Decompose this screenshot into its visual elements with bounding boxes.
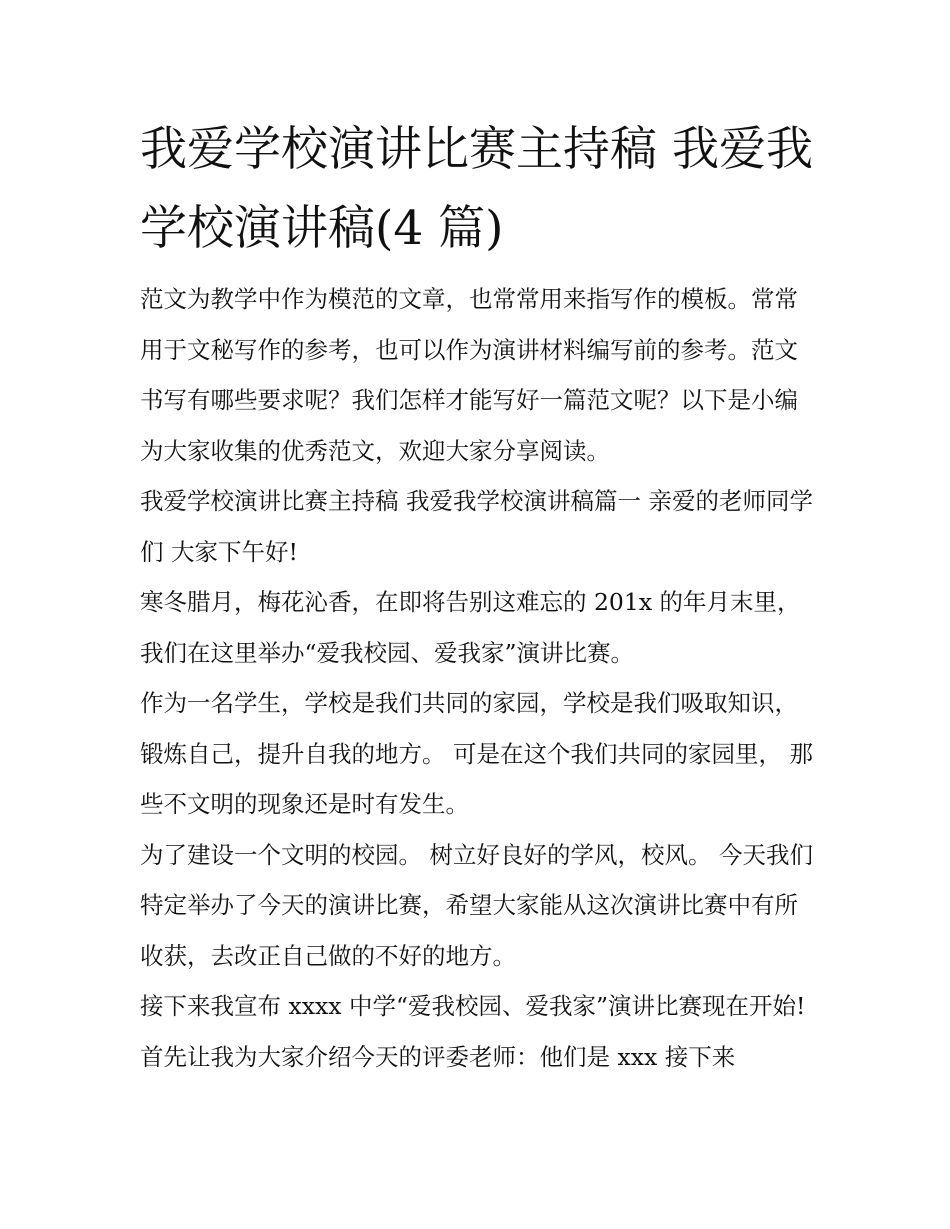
paragraph-purpose: 为了建设一个文明的校园。 树立好良好的学风，校风。 今天我们特定举办了今天的演讲比赛，希望大家能从这次演讲比赛中有所收获，去改正自己做的不好的地方。	[140, 840, 813, 970]
paragraph-announcement: 接下来我宣布 xxxx 中学“爱我校园、爱我家”演讲比赛现在开始! 首先让我为大家介绍今天的评委老师：他们是 xxx 接下来	[140, 992, 806, 1071]
paragraph-intro: 范文为教学中作为模范的文章，也常常用来指写作的模板。常常用于文秘写作的参考，也可以作为演讲材料编写前的参考。范文书写有哪些要求呢？我们怎样才能写好一篇范文呢？以下是小编为大家收集的优秀范文，欢迎大家分享阅读。	[140, 285, 798, 465]
paragraph-greeting: 我爱学校演讲比赛主持稿 我爱我学校演讲稿篇一 亲爱的老师同学们 大家下午好!	[140, 487, 813, 566]
document-body	[140, 274, 820, 1082]
paragraph-school-home: 作为一名学生，学校是我们共同的家园，学校是我们吸取知识，锻炼自己，提升自我的地方。 可是在这个我们共同的家园里， 那些不文明的现象还是时有发生。	[140, 689, 813, 818]
document-title: 我爱学校演讲比赛主持稿 我爱我学校演讲稿(4 篇)	[140, 122, 813, 256]
document-page	[140, 110, 820, 1082]
paragraph-opening: 寒冬腊月，梅花沁香，在即将告别这难忘的 201x 的年月末里，我们在这里举办“爱我校园、爱我家”演讲比赛。	[140, 588, 801, 667]
